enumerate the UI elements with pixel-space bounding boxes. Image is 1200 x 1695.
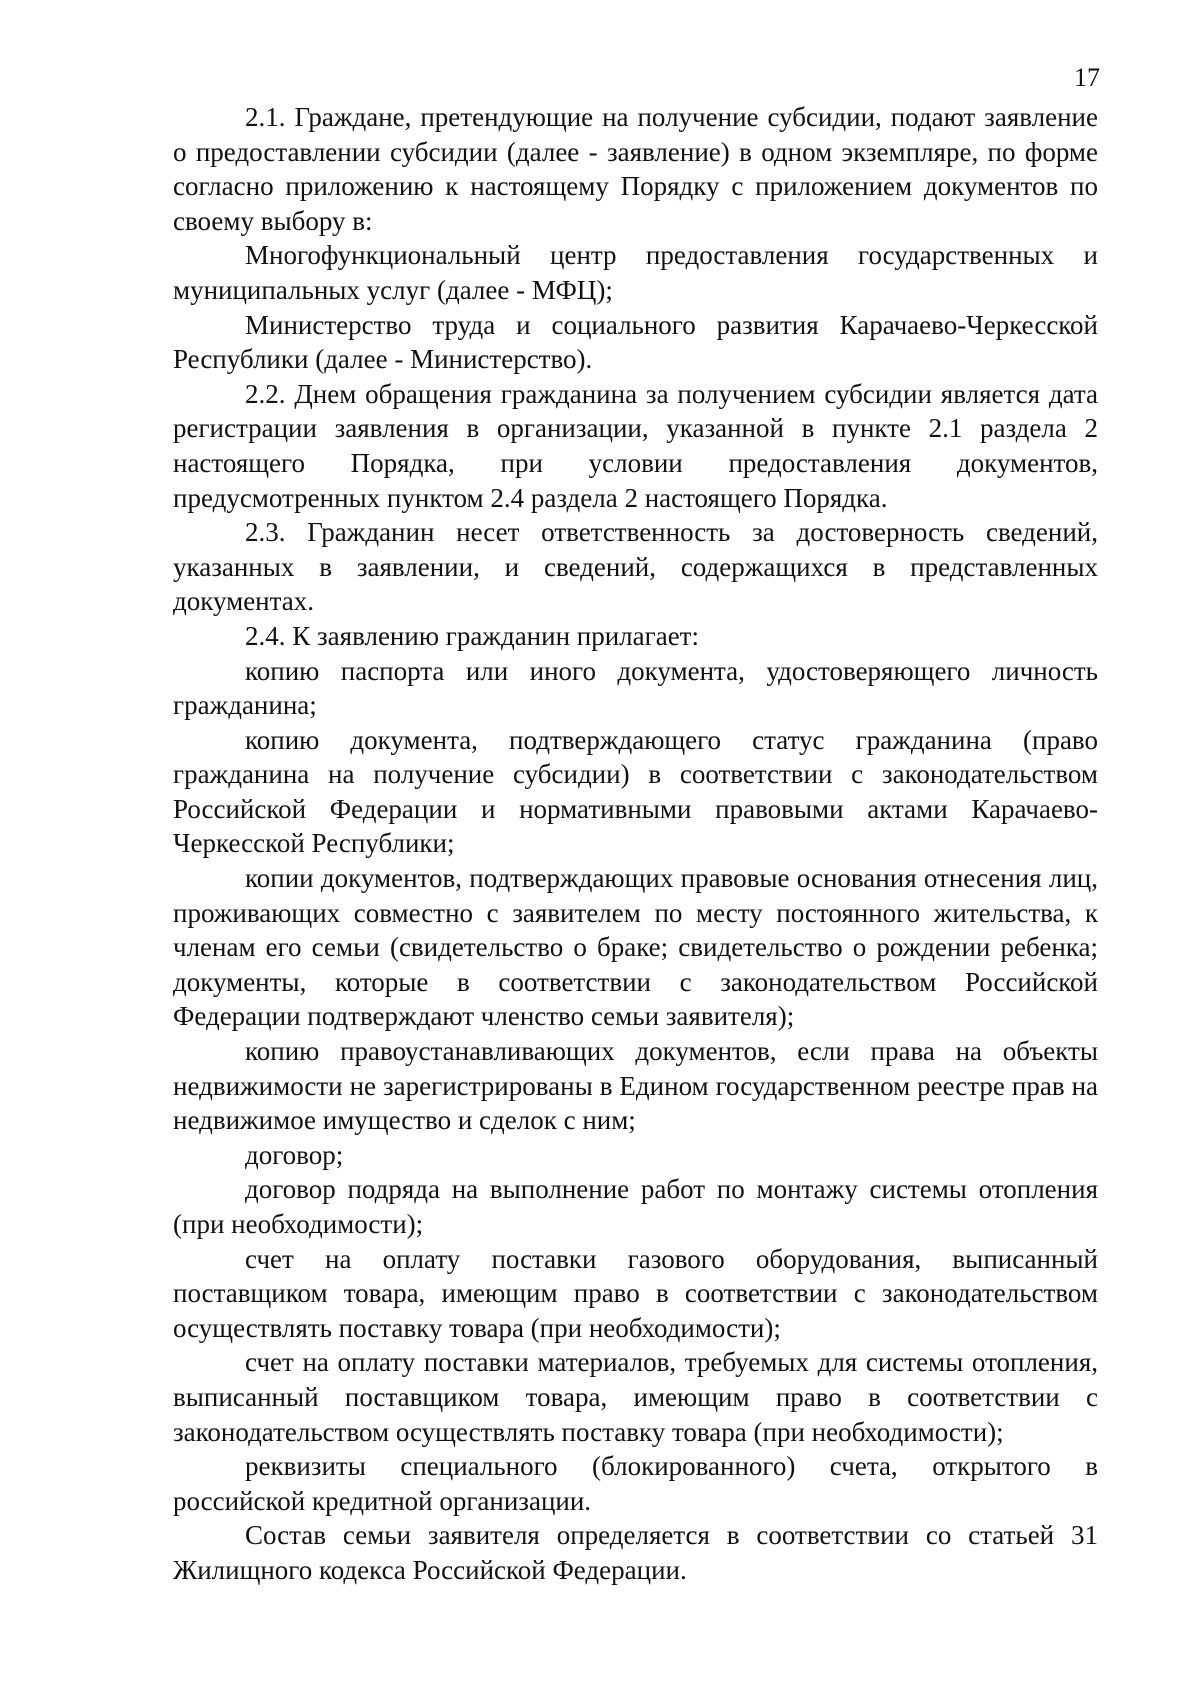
paragraph-2-3: 2.3. Гражданин несет ответственность за достоверность сведений, указанных в заявлении, и сведений, содержащихся в представленных документах. <box>173 517 1098 617</box>
list-item-gas-equipment-invoice: счет на оплату поставки газового оборудования, выписанный поставщиком товара, имеющим право в соответствии с законодательством осуществлять поставку товара (при необходимости); <box>173 1243 1098 1343</box>
paragraph-2-1: 2.1. Граждане, претендующие на получение субсидии, подают заявление о предоставлении субсидии (далее - заявление) в одном экземпляре, по форме согласно приложению к настоящему Порядку с приложением документов по своему выбору в: <box>173 102 1098 236</box>
list-item-bank-details: реквизиты специального (блокированного) счета, открытого в российской кредитной организации. <box>173 1451 1098 1516</box>
list-item-property-documents: копию правоустанавливающих документов, если права на объекты недвижимости не зарегистрированы в Едином государственном реестре прав на недвижимое имущество и сделок с ним; <box>173 1036 1098 1136</box>
page-number: 17 <box>1074 63 1100 92</box>
list-item-family-documents: копии документов, подтверждающих правовые основания отнесения лиц, проживающих совместно с заявителем по месту постоянного жительства, к членам его семьи (свидетельство о браке; свидетельство о рождении ребенка; документы, которые в соответствии с законодательством Российской Федерации подтверждают членство семьи заявителя); <box>173 863 1098 1032</box>
list-item-contract: договор; <box>245 1139 344 1170</box>
list-item-work-contract: договор подряда на выполнение работ по монтажу системы отопления (при необходимости); <box>173 1174 1098 1239</box>
list-item-passport: копию паспорта или иного документа, удостоверяющего личность гражданина; <box>173 655 1098 721</box>
paragraph-2-4: 2.4. К заявлению гражданин прилагает: <box>245 620 699 651</box>
paragraph-ministry: Министерство труда и социального развития Карачаево-Черкесской Республики (далее - Министерство). <box>173 309 1098 375</box>
list-item-status-document: копию документа, подтверждающего статус гражданина (право гражданина на получение субсидии) в соответствии с законодательством Российской Федерации и нормативными правовыми актами Карачаево-Черкесской Республики; <box>173 724 1098 859</box>
paragraph-mfc: Многофункциональный центр предоставления государственных и муниципальных услуг (далее - МФЦ); <box>173 240 1098 305</box>
paragraph-family-composition: Состав семьи заявителя определяется в соответствии со статьей 31 Жилищного кодекса Российской Федерации. <box>173 1520 1098 1585</box>
list-item-materials-invoice: счет на оплату поставки материалов, требуемых для системы отопления, выписанный поставщиком товара, имеющим право в соответствии с законодательством осуществлять поставку товара (при необходимости); <box>173 1347 1098 1447</box>
paragraph-2-2: 2.2. Днем обращения гражданина за получением субсидии является дата регистрации заявления в организации, указанной в пункте 2.1 раздела 2 настоящего Порядка, при условии предоставления документов, предусмотренных пунктом 2.4 раздела 2 настоящего Порядка. <box>173 378 1098 513</box>
document-body <box>173 100 1098 1588</box>
